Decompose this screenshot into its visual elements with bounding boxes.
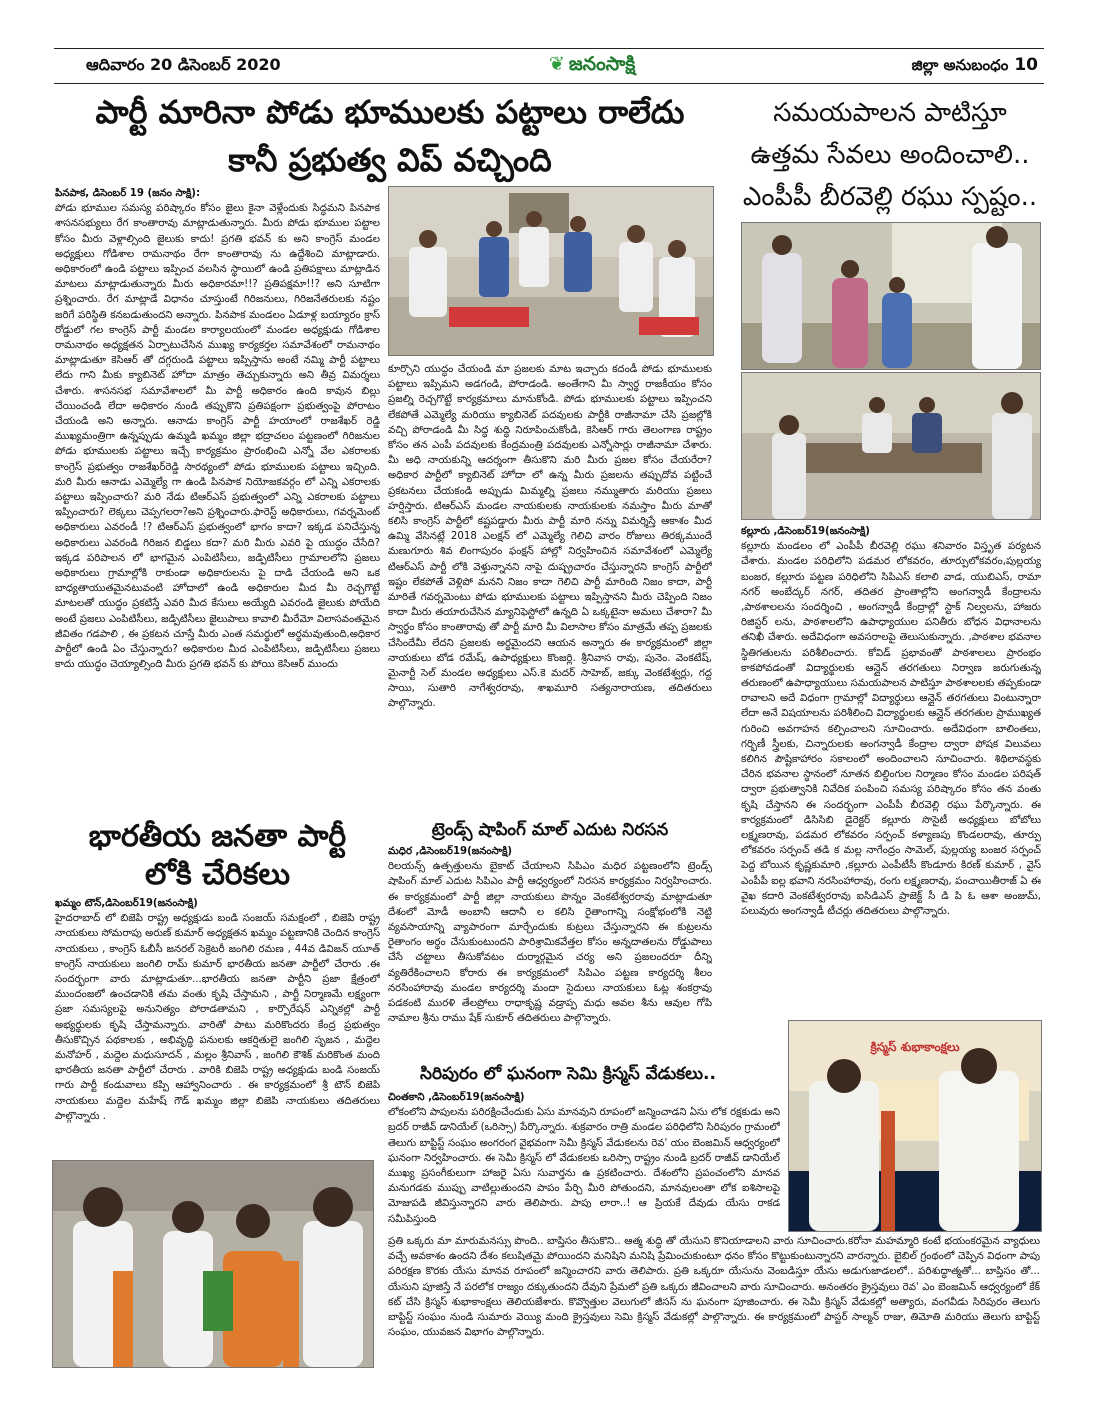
joining-event-photo-graphic: [53, 1161, 373, 1367]
christmas-article-text-top: లోకంలోని పాపులను పరిరక్షించేందుకు ఏసు మానవుని రూపంలో జన్మించాడని ఏసు లోక రక్షకుడు అని బ్రదర్ రాజీవ్ డానియేల్ (ఒరిస్సా) పేర్కొన్నారు. శుక్రవారం రాత్రి మండల పరిధిలోని సిరిపురం గ్రామంలో తెలుగు బాప్టిస్ట్ సంఘం అంగరంగ వైభవంగా సెమీ క్రిస్మస్ వేడుకలను రెవ' యం బెంజమిన్ ఆధ్వర్యంలో ఘనంగా నిర్వహించారు. ఈ సెమీ క్రిస్మస్ లో వేడుకలకు ఒరిస్సా రాష్ట్రం నుండి బ్రదర్ రాజీవ్ డానియేల్ ముఖ్య ప్రసంగీకులుగా హాజరై ఏసు సువార్తను ఉ ప్రకటించారు. దేశంలోని ప్రపంచంలోని మానవ మనుగడకు ముప్పు వాటిల్లుతుందని పాపం పేర్చి మీరి పోతుందని, మానవులంతా లోక ఐశిసాలపై మోజుపడి జీవిస్తున్నారని వారు తెలిపారు. పాపు లారా..! ఆ ప్రియకే దేవుడు యేసు రాకడ సమీపిస్తుంది: [388, 1107, 780, 1225]
page-number: 10: [1014, 55, 1038, 75]
section-name: జిల్లా అనుబంధం: [911, 56, 1009, 74]
bjp-article-text: హైదరాబాద్ లో బిజెపి రాష్ట్ర అధ్యక్షుడు బండి సంజయ్ సమక్షంలో , బిజెపి రాష్ట్ర నాయకులు సోమరాపు అరుణ్ కుమార్ అధ్యక్షతన ఖమ్మం పట్టణానికి చెందిన కాంగ్రెస్ నాయకులు , కాంగ్రెస్ ఓబీసీ జనరల్ సెక్రెటరీ జంగిలి రమణ , 44వ డివిజన్ యూత్ కాంగ్రెస్ నాయకులు జంగిలి రామ్ కుమార్ భారతీయ జనతా పార్టీలో చేరారు .ఈ సందర్భంగా వారు మాట్లాడుతూ...భారతీయ జనతా పార్టీని ప్రజా క్షేత్రంలో ముందంజలో ఉంచడానికి తమ వంతు కృషి చేస్తామని , పార్టీ నిర్మాణమే లక్ష్యంగా ప్రజా సమస్యలపై అనునిత్యం పోరాడతామని , కార్పొరేషన్ ఎన్నికల్లో పార్టీ అభ్యర్థులకు కృషి చేస్తామన్నారు. వారితో పాటు మరికొందరు కేంద్ర ప్రభుత్వం తీసుకొచ్చిన పథకాలకు , అభివృద్ధి పనులకు ఆకర్షితులై జంగిలి సృజన , మద్దెల మనోహర్ , మద్దెల మధుసూదన్ , మల్లం శ్రీనివాస్ , జంగిలి కౌశిక్ మరికొంత మంది భారతీయ జనతా పార్టీలో చేరారు . వారికి బిజెపి రాష్ట్ర అధ్యక్షుడు బండి సంజయ్ గారు పార్టీ కండువాలు కప్పి ఆహ్వానించారు . ఈ కార్యక్రమంలో శ్రీ టౌన్ బిజెపి నాయకులు మద్దెల మహేష్ గౌడ్ ఖమ్మం జిల్లా బిజెపి నాయకులు తదితరులు పాల్గొన్నారు .: [55, 913, 380, 1122]
mall-article-headline: ట్రెండ్స్ షాపింగ్ మాల్ ఎదుట నిరసన: [431, 820, 669, 840]
meeting-photo-graphic: [389, 187, 713, 355]
side-headline-line-3: ఎంపీపీ బీరవెల్లి రఘు స్పష్టం..: [742, 182, 1038, 212]
bjp-headline-line-2: లోకి చేరికలు: [144, 857, 291, 892]
main-article-text-1: పోడు భూముల సమస్య పరిష్కారం కోసం జైలు కైనా వెళ్లేందుకు సిద్ధమని పినపాక శాసనసభ్యులు రేగ కాంతారావు మాట్లాడుతున్నారు. మీరు పోడు భూముల పట్టాల కోసం మీరు వెళ్లాల్సింది జైలుకు కాదు! ప్రగతి భవన్ కు అని కాంగ్రెస్ మండల అధ్యక్షులు గోడిశాల రామనాథం రేగా కాంతారావు ను ఉద్దేశించి మాట్లాడారు. అధికారంలో ఉండి పట్టాలు ఇప్పించ వలసిన స్థాయిలో ఉండి ప్రతిపక్షాలు మాట్లాడిన మాటలు మాట్లాడుతున్నారు మీరు అధికారమా!!? ప్రతిపక్షమా!!? అని సూటిగా ప్రశ్నించారు. రేగ మాట్లాడే విధానం చూస్తుంటే గిరిజనులు, గిరిజనేతరులకు నష్టం జరిగే పరిస్థితి కనబడుతుందని అన్నారు. పినపాక మండలం ఏడూళ్ల బయ్యారం క్రాస్ రోడ్డులో గల కాంగ్రెస్ పార్టీ మండల కార్యాలయంలో మండల అధ్యక్షుడు గోడిశాల రామనాథం అధ్యక్షతన ఏర్పాటుచేసిన ముఖ్య కార్యకర్తల సమావేశంలో రామనాథం మాట్లాడుతూ కెసిఆర్ తో దగ్గరుండి పట్టాలు ఇప్పిస్తాను అంటే నమ్మి పార్టీ పట్టాలు లేదు గాని మీకు క్యాబినెట్ హోదా మాత్రం తెచ్చుకున్నారు అని తీవ్ర విమర్శలు చేశారు. శాసనసభ సమావేశాలలో మీ పార్టీ అధికారం ఉంది కావున బిల్లు చేయించండి లేదా అధికారం నుండి తప్పుకొని ప్రతిపక్షంగా ప్రభుత్వంపై పోరాటం చేయండి అని అన్నారు. ఆనాడు కాంగ్రెస్ పార్టీ హయాంలో రాజశేఖర్ రెడ్డి ముఖ్యమంత్రిగా ఉన్నప్పుడు ఉమ్మడి ఖమ్మం జిల్లా భద్రాచలం పట్టణంలో గిరిజనుల పోడు భూములకు పట్టాలు ఇచ్చే కార్యక్రమం ప్రారంభించి ఎన్నో వేల ఎకరాలకు కాంగ్రెస్ ప్రభుత్వం రాజశేఖర్‌రెడ్డి సారథ్యంలో పోడు భూములకు పట్టాలు ఇచ్చింది. మరి మీరు ఆనాడు ఎమ్మెల్యే గా ఉండి పినపాక నియోజకవర్గం లో ఎన్ని ఎకరాలకు పట్టాలు ఇప్పించారు? మరి నేడు టిఆర్ఎస్ ప్రభుత్వంలో ఎన్ని ఎకరాలకు పట్టాలు ఇప్పించారు? లెక్కలు చెప్పగలరా?అని ప్రశ్నించారు.ఫారెస్ట్ అధికారులు, గవర్నమెంట్ అధికారులు ఎవరండీ !? టిఆర్ఎస్ ప్రభుత్వంలో భాగం కాదా? ఇక్కడ పనిచేస్తున్న అధికారులు ఎవరండి గిరిజన బిడ్డలు కదా? మరి మీరు ఎవరి పై యుద్ధం చేసేది? ఇక్కడ పరిపాలన లో భాగమైన ఎంపిటిసీలు, జడ్పిటిసీలు గ్రామాలలోని ప్రజలు అధికారులు గ్రామాల్లోకి రాకుండా అధికారులను పై దాడి చేయండి అని ఒక బాధ్యతాయుతమైనటువంటి హోదాలో ఉండి అధికారుల మీద మీ రెచ్చగొట్టే మాటలతో యుద్ధం ప్రకటిస్తే ఎవరి మీద కేసులు అయ్యేది ఎవరండి జైలుకు పోయేది అంటే ప్రజలు ఎంపిటిసీలు, జడ్పిటిసీలు జైలుపాలు కావాలి మీరేమో విలాసవంతమైన జీవితం గడపాలి , ఈ ప్రకటన చూస్తే మీరు ఎంత సమర్థులో అర్థమవుతుంది,అధికార పార్టీలో ఉండి ఏం చేస్తున్నారు? అధికారుల మీద ఎంపిటిసీలు, జడ్పిటిసీలు ప్రజలు కాదు యుద్ధం చెయ్యాల్సింది మీరు ప్రగతి భవన్ కు పోయి కెసిఆర్ ముందు: [55, 203, 380, 671]
section-label: [912, 55, 1038, 78]
side-article-dateline: కల్లూరు ,డిసెంబర్19(జనంసాక్షి): [741, 526, 870, 537]
issue-date: ఆదివారం 20 డిసెంబర్ 2020: [86, 55, 281, 74]
side-article-photo-1: [741, 222, 1041, 370]
page-header: [54, 48, 1044, 84]
main-article-photo: [388, 186, 714, 356]
bjp-headline-line-1: భారతీయ జనతా పార్టీ: [88, 819, 347, 854]
main-article-dateline: పినపాక, డిసెంబర్ 19 (జనం సాక్షి):: [55, 188, 201, 199]
christmas-article-body-top: [388, 1090, 780, 1230]
side-article-photo-2: [741, 372, 1041, 520]
school-visit-photo-graphic: [742, 223, 1040, 369]
logo-text: జనంసాక్షి: [568, 53, 636, 75]
bjp-article-headline: [55, 818, 380, 894]
leaf-icon: ❦: [549, 53, 565, 75]
mall-article-text: రిలయన్స్ ఉత్పత్తులను బైకాట్ చేయాలని సిపిఎం మధిర పట్టణంలోని ట్రెండ్స్ షాపింగ్ మాల్ ఎదుట సిపిఎం పార్టీ ఆధ్వర్యంలో నిరసన కార్యక్రమం నిర్వహించారు. ఈ కార్యక్రమంలో పార్టీ జిల్లా నాయకులు పొన్నం వెంకటేశ్వరరావు మాట్లాడుతూ దేశంలో మోడీ అంబానీ ఆదానీ ల కలిసి రైతాంగాన్ని సంక్షోభంలోకి నెట్టి వ్యవసాయాన్ని వ్యాపారంగా మార్చేందుకు కుట్రలు చేస్తున్నారని ఈ కుట్రలను రైతాంగం అర్థం చేసుకుంటుందని పారిశ్రామికవేత్తల కోసం అన్నదాతలను రోడ్డుపాలు చేసే చట్టాలు తీసుకోవటం దుర్మార్గమైన చర్య అని ప్రజలందరూ దీన్ని వ్యతిరేకించాలని కోరారు ఈ కార్యక్రమంలో సిపిఎం పట్టణ కార్యదర్శి శీలం నరసింహారావు మండల కార్యదర్శి మందా సైదులు నాయకులు ఓట్ల శంకర్రావు పడకంటి మురళి తేలప్రోలు రాధాకృష్ణ వడ్రాప్ప మధు అవల శీను ఆవుల గోపి నామాల శ్రీను రాము షేక్ సుకూర్ తదితరులు పాల్గొన్నారు.: [388, 861, 712, 1025]
side-article-text: కల్లూరు మండలం లో ఎంపీపీ బీరవెల్లి రఘు శనివారం విస్తృత పర్యటన చేశారు. మండల పరిధిలోని పడమర లోకవరం, తూర్పులోకవరం,పుల్లయ్య బంజర, కల్లూరు పట్టణ పరిధిలోని సిపిఎస్ కలాలి వాడ, యుబిఎస్, రామా నగర్ అంబేద్కర్ నగర్, తదితర ప్రాంతాల్లోని అంగన్వాడీ కేంద్రాలను ,పాఠశాలలను సందర్శించి , అంగన్వాడీ కేంద్రాల్లో స్టాక్ నిల్వలను, హాజరు రిజిస్టర్ లను, పాఠశాలలోని ఉపాధ్యాయుల పనితీరు బోధన విధానాలను తనిఖీ చేశారు. అదేవిధంగా అవసరాలపై తెలుసుకున్నారు. ,పాఠశాల భవనాల స్థితిగతులను పరిశీలించారు. కోవిడ్ ప్రభావంతో పాఠశాలలు ప్రారంభం కాకపోవడంతో విద్యార్థులకు ఆన్లైన్ తరగతులు నిర్వాణ జరుగుతున్న తరుణంలో ఉపాధ్యాయులు సమయపాలన పాటిస్తూ పాఠశాలలకు తప్పకుండా రావాలని అదే విధంగా గ్రామాల్లో విద్యార్థులు ఆన్లైన్ తరగతులు వింటున్నారా లేదా అనే విషయాలను పరిశీలించి విద్యార్థులకు ఆన్లైన్ తరగతుల ప్రాముఖ్యత గురించి అవగాహన కల్పించాలని సూచించారు. అదేవిధంగా బాలింతలు, గర్భిణీ స్త్రీలకు, చిన్నారులకు అంగన్వాడీ కేంద్రాల ద్వారా పోషక విలువలు కలిగిన పౌష్టికాహారం సకాలంలో అందించాలని సూచించారు. శిథిలావస్థకు చేరిన భవనాల స్థానంలో నూతన బిల్డింగుల నిర్మాణం కోసం మండల పరిషత్ ద్వారా ప్రభుత్వానికి నివేదిక పంపించి సమస్య పరిష్కారం కోసం తన వంతు కృషి చేస్తానని ఈ సందర్భంగా ఎంపీపీ బీరవెల్లి రఘు పేర్కొన్నారు. ఈ కార్యక్రమంలో డిసిసిబి డైరెక్టర్ కల్లూరు సొసైటీ అధ్యక్షులు బోబోలు లక్ష్మణరావు, పడమర లోకవరం సర్పంచ్ కళ్యాణపు కొండలరావు, తూర్పు లోకవరం సర్పంచ్ తడి క మల్ల నాగేంద్రం సామెల్, పుల్లయ్య బంజర సర్పంచ్ పెద్ద బోయిన కృష్ణకుమారి ,కల్లూరు ఎంపీటీసీ కొండూరు కిరణ్ కుమార్ , వైస్ ఎంపీపీ ఐల్ల భవాని నరసింహారావు, రంగు లక్ష్మణరావు, పంచాయితీరాజ్ ఏ ఈ వైఖ కదారి వెంకటేశ్వరరావు ఐసిడిఎస్ ప్రాజెక్ట్ సీ డి పి ఓ ఆశా అంజుమ్, పలువురు అంగన్వాడీ టీచర్లు తదితరులు పాల్గొన్నారు.: [741, 541, 1041, 918]
side-headline-line-2: ఉత్తమ సేవలు అందించాలి..: [750, 140, 1030, 170]
side-headline: [740, 92, 1040, 218]
christmas-article-body-bottom: ప్రతి ఒక్కరు మా మారుమనస్సు పొంది.. బాప్తిసం తీసుకొని.. ఆత్మ శుద్ధి తో యేసుని కొనియాడాలని వారు సూచించారు.కరోనా మహమ్మారి కంటే భయంకరమైన వ్యాధులు వచ్చే అవకాశం ఉందని దేశం కలుషితమై పోయిందని మనిషిని మనిషి ప్రేమించుకుంటూ ధనం కోసం కొట్టుకుంటున్నారని వారన్నారు. బైబిల్ గ్రంథంలో చెప్పిన విధంగా పాపు పరిరక్షణ కొరకు యేసు మానవ రూపంలో జన్మించారని వారు తెలిపారు. ప్రతి ఒక్కరూ యేసును వెంబడిస్తూ యేసు అడుగుజాడలలో.. పరిశుద్ధాత్మతో... బాప్తిసం తో... యేసుని పూజిస్తే నే పరలోక రాజ్యం దక్కుతుందని దేవుని ప్రేమలో ప్రతి ఒక్కరు జీవించాలని వారు సూచించారు. అనంతరం క్రైస్తవులు రెవ' ఎం బెంజమిన్ ఆధ్వర్యంలో కేక్ కట్ చేసి క్రిస్మస్ శుభాకాంక్షలు తెలియజేశారు. కొవ్వొత్తుల వెలుగులో జీసస్ ను ఘనంగా పూజించారు. ఈ సెమీ క్రిస్మస్ వేడుకల్లో అత్యారు, వంగవీడు సిరిపురం తెలుగు బాప్టిస్ట్ సంఘం నుండి సుమారు వెయ్యి మంది క్రైస్తవులు సెమి క్రిస్మస్ వేడుకల్లో పాల్గొన్నారు. ఈ కార్యక్రమంలో పాస్టర్ సాల్మన్ రాజు, తిమోతి మరియు తెలుగు బాప్టిస్ట్ సంఘం, యువజన విభాగం పాల్గొన్నారు.: [388, 1236, 1040, 1339]
banner-text: క్రిస్మస్ శుభాకాంక్షలు: [870, 1040, 960, 1054]
christmas-article-photo: [788, 1020, 1042, 1232]
bjp-article-photo: [52, 1160, 374, 1368]
side-article-body: [741, 524, 1041, 1000]
main-article-column-2: కూర్చొని యుద్ధం చేయండి మా ప్రజలకు మాట ఇచ్చారు కదండీ పోడు భూములకు పట్టాలు ఇప్పిమని అడగండి, పోరాడండి. అంతేగాని మీ స్వార్థ రాజకీయం కోసం ప్రజల్ని రెచ్చగొట్టే కార్యక్రమాలు మానుకోండి. పోడు భూములకు పట్టాలు ఇప్పించని లేకపోతే ఎమ్మెల్యే మరియు క్యాబినెట్ పదవులకు పార్టీకి రాజీనామా చేసి ప్రజల్లోకి వచ్చి పోరాడండి మీ సిద్ధ శుద్ధి నిరూపించుకోండి, కెసిఆర్ గారు తెలంగాణ రాష్ట్రం కోసం తన ఎంపీ పదవులకు కేంద్రమంత్రి పదవులకు ఎన్నోసార్లు రాజీనామా చేశారు. మీ అధి నాయకున్ని ఆదర్శంగా తీసుకొని మరి మీరు ప్రజల కోసం చేయరేరా? అధికార పార్టీలో క్యాబినెట్ హోదా లో ఉన్న మీరు ప్రజలను తప్పుదోవ పట్టించే ప్రకటనలు చేయకండి అప్పుడు మిమ్మల్ని ప్రజలు నమ్ముతారు మరియు ప్రజలు హర్షిస్తారు. టిఆర్ఎస్ మండల నాయకులకు నాయకులకు నమస్తాం మీరు మాతో కలిసి కాంగ్రెస్ పార్టీలో కష్టపడ్డారు మీరు పార్టీ మారి నన్ను విమర్శిస్తే ఆకాశం మీద ఉమ్మి వేసినట్లే 2018 ఎలక్షన్ లో ఎమ్మెల్యే గెలిచి వారం రోజులు తిరక్కముందే మణుగూరు శివ లింగాపురం ఫంక్షన్ హాల్లో నిర్వహించిన సమావేశంలో ఎమ్మెల్యే టిఆర్ఎస్ పార్టీ లోకి వెళ్తున్నానని నాపై దుష్ప్రచారం చేస్తున్నారని కాంగ్రెస్ పార్టీలో ఇష్టం లేకపోతే వెళ్లిపో మనని నిజం కాదా గెలిచి పార్టీ మారింది నిజం కాదా, పార్టీ మారితే గవర్నమెంటు పోడు భూములకు పట్టాలు ఇప్పిస్తానని మీరు చెప్పింది నిజం కాదా మీరు తయారుచేసిన మ్యానిఫెస్టోలో ఉన్నది ఏ ఒక్కటైనా అమలు చేశారా? మీ స్వార్థం కోసం కాంతారావు తో పార్టీ మారి మీ విలాసాల కోసం మాత్రమే తప్ప ప్రజలకు చేసిందేమీ లేదని ప్రజలకు అర్థమైందని ఆయన అన్నారు ఈ కార్యక్రమంలో జిల్లా నాయకులు బోడ రమేష్, ఉపాధ్యక్షులు కొంజర్లి. శ్రీనివాస రావు, పునెం. వెంకటేష్, మైనార్టీ సెల్ మండల అధ్యక్షులు ఎస్.కె మదర్ సాహెబ్, జక్కు వెంకటేశ్వర్లు, గద్ద సాయి, సుతారి నాగేశ్వరరావు, శాఖమూరి సత్యనారాయణ, తదితరులు పాల్గొన్నారు.: [388, 364, 712, 710]
mall-article-body: [388, 844, 712, 1056]
main-headline-line-2: కానీ ప్రభుత్వ విప్ వచ్చింది: [228, 141, 552, 179]
bjp-article-dateline: ఖమ్మం టౌన్,డిసెంబర్19(జనంసాక్షి): [55, 898, 198, 909]
side-headline-line-1: సమయపాలన పాటిస్తూ: [773, 98, 1007, 128]
mall-article-dateline: మధిర ,డిసెంబర్19(జనంసాక్షి): [388, 846, 513, 857]
christmas-event-photo-graphic: [789, 1021, 1041, 1231]
christmas-article-headline: సిరిపురం లో ఘనంగా సెమి క్రిస్మస్ వేడుకలు..: [420, 1064, 716, 1084]
office-meeting-photo-graphic: [742, 373, 1040, 519]
masthead-logo: [549, 53, 635, 80]
main-headline-line-1: పార్టీ మారినా పోడు భూములకు పట్టాలు రాలేదు: [95, 93, 685, 131]
christmas-article-dateline: చింతకాని ,డిసెంబర్19(జనంసాక్షి): [388, 1092, 525, 1103]
bjp-article-body: [55, 896, 380, 1154]
main-article-column-1: [55, 186, 380, 798]
